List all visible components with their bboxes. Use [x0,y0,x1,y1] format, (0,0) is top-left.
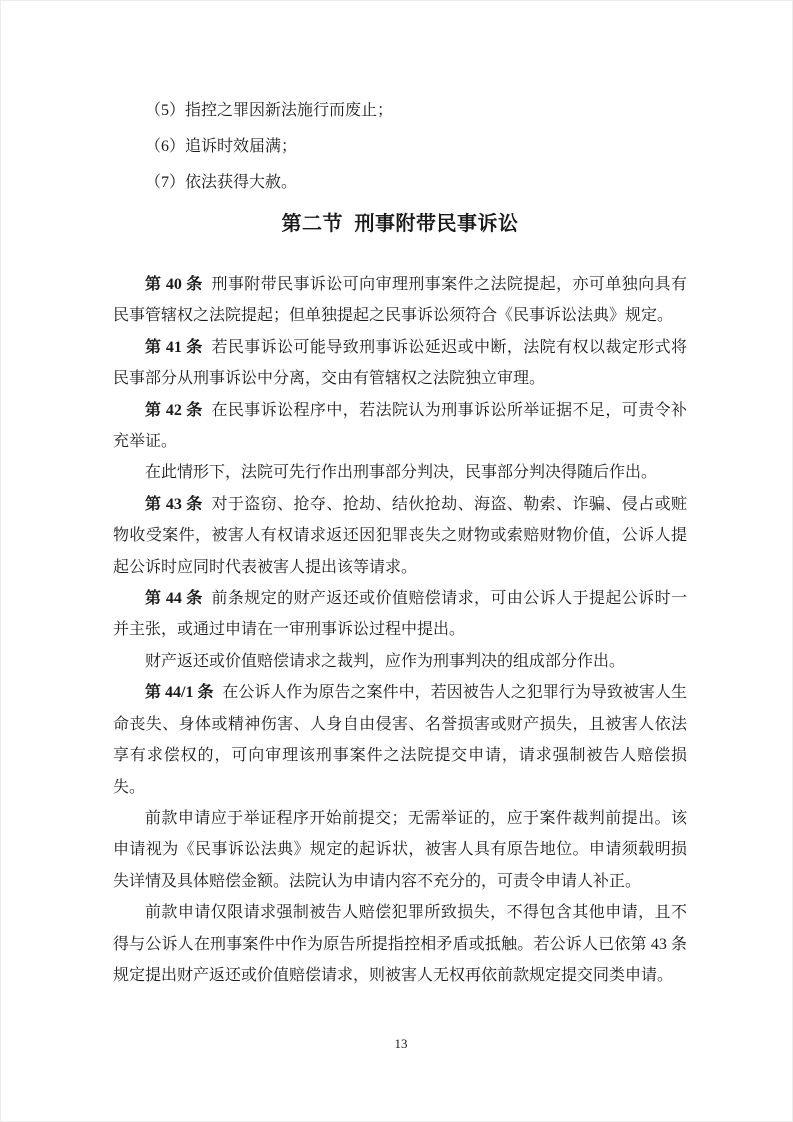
article-number: 第 43 条 [145,495,203,513]
article-number: 第 44 条 [145,590,203,608]
page-footer [113,1035,689,1053]
article-paragraph [113,269,687,332]
article-text: 在此情形下，法院可先行作出刑事部分判决，民事部分判决得随后作出。 [145,464,658,482]
section-heading: 第二节 刑事附带民事诉讼 [281,213,519,235]
list-item: （6）追诉时效届满； [145,138,298,155]
article-paragraph [113,803,687,897]
article-paragraph [113,395,687,458]
article-text: 在公诉人作为原告之案件中，若因被告人之犯罪行为导致被害人生命丧失、身体或精神伤害、人身自由侵害、名誉损害或财产损失，且被害人依法享有求偿权的，可向审理该刑事案件之法院提交申请，请求强制被告人赔偿损失。 [113,684,687,796]
article-text: 刑事附带民事诉讼可向审理刑事案件之法院提起，亦可单独向具有民事管辖权之法院提起；但单独提起之民事诉讼须符合《民事诉讼法典》规定。 [113,276,687,325]
article-paragraph [113,646,687,677]
article-text: 前款申请仅限请求强制被告人赔偿犯罪所致损失，不得包含其他申请，且不得与公诉人在刑事案件中作为原告所提指控相矛盾或抵触。若公诉人已依第 43 条规定提出财产返还或价值赔偿请求，则被害人无权再依前款规定提交同类申请。 [113,904,687,984]
articles-block [113,269,687,991]
article-number: 第 40 条 [145,276,203,293]
clause-list [113,93,687,201]
article-paragraph [113,583,687,646]
article-paragraph [113,332,687,395]
article-text: 前款申请应于举证程序开始前提交；无需举证的，应于案件裁判前提出。该申请视为《民事诉讼法典》规定的起诉状，被害人具有原告地位。申请须载明损失详情及具体赔偿金额。法院认为申请内容不充分的，可责令申请人补正。 [113,809,687,890]
article-number: 第 44/1 条 [145,684,214,702]
list-item: （5）指控之罪因新法施行而废止； [145,102,394,119]
article-text: 对于盗窃、抢夺、抢劫、结伙抢劫、海盗、勒索、诈骗、侵占或赃物收受案件，被害人有权请求返还因犯罪丧失之财物或索赔财物价值，公诉人提起公诉时应同时代表被害人提出该等请求。 [113,495,687,576]
article-text: 财产返还或价值赔偿请求之裁判，应作为刑事判决的组成部分作出。 [145,652,626,670]
article-paragraph [113,457,687,488]
page-number: 13 [394,1036,408,1051]
article-text: 在民事诉讼程序中，若法院认为刑事诉讼所举证据不足，可责令补充举证。 [113,401,687,451]
article-text: 若民事诉讼可能导致刑事诉讼延迟或中断，法院有权以裁定形式将民事部分从刑事诉讼中分离，交由有管辖权之法院独立审理。 [113,338,687,388]
article-number: 第 42 条 [145,401,203,419]
article-number: 第 41 条 [145,338,203,356]
list-item: （7）依法获得大赦。 [145,174,298,191]
article-paragraph [113,489,687,583]
article-paragraph [113,677,687,803]
article-text: 前条规定的财产返还或价值赔偿请求，可由公诉人于提起公诉时一并主张，或通过申请在一审刑事诉讼过程中提出。 [113,590,687,639]
article-paragraph [113,897,687,991]
